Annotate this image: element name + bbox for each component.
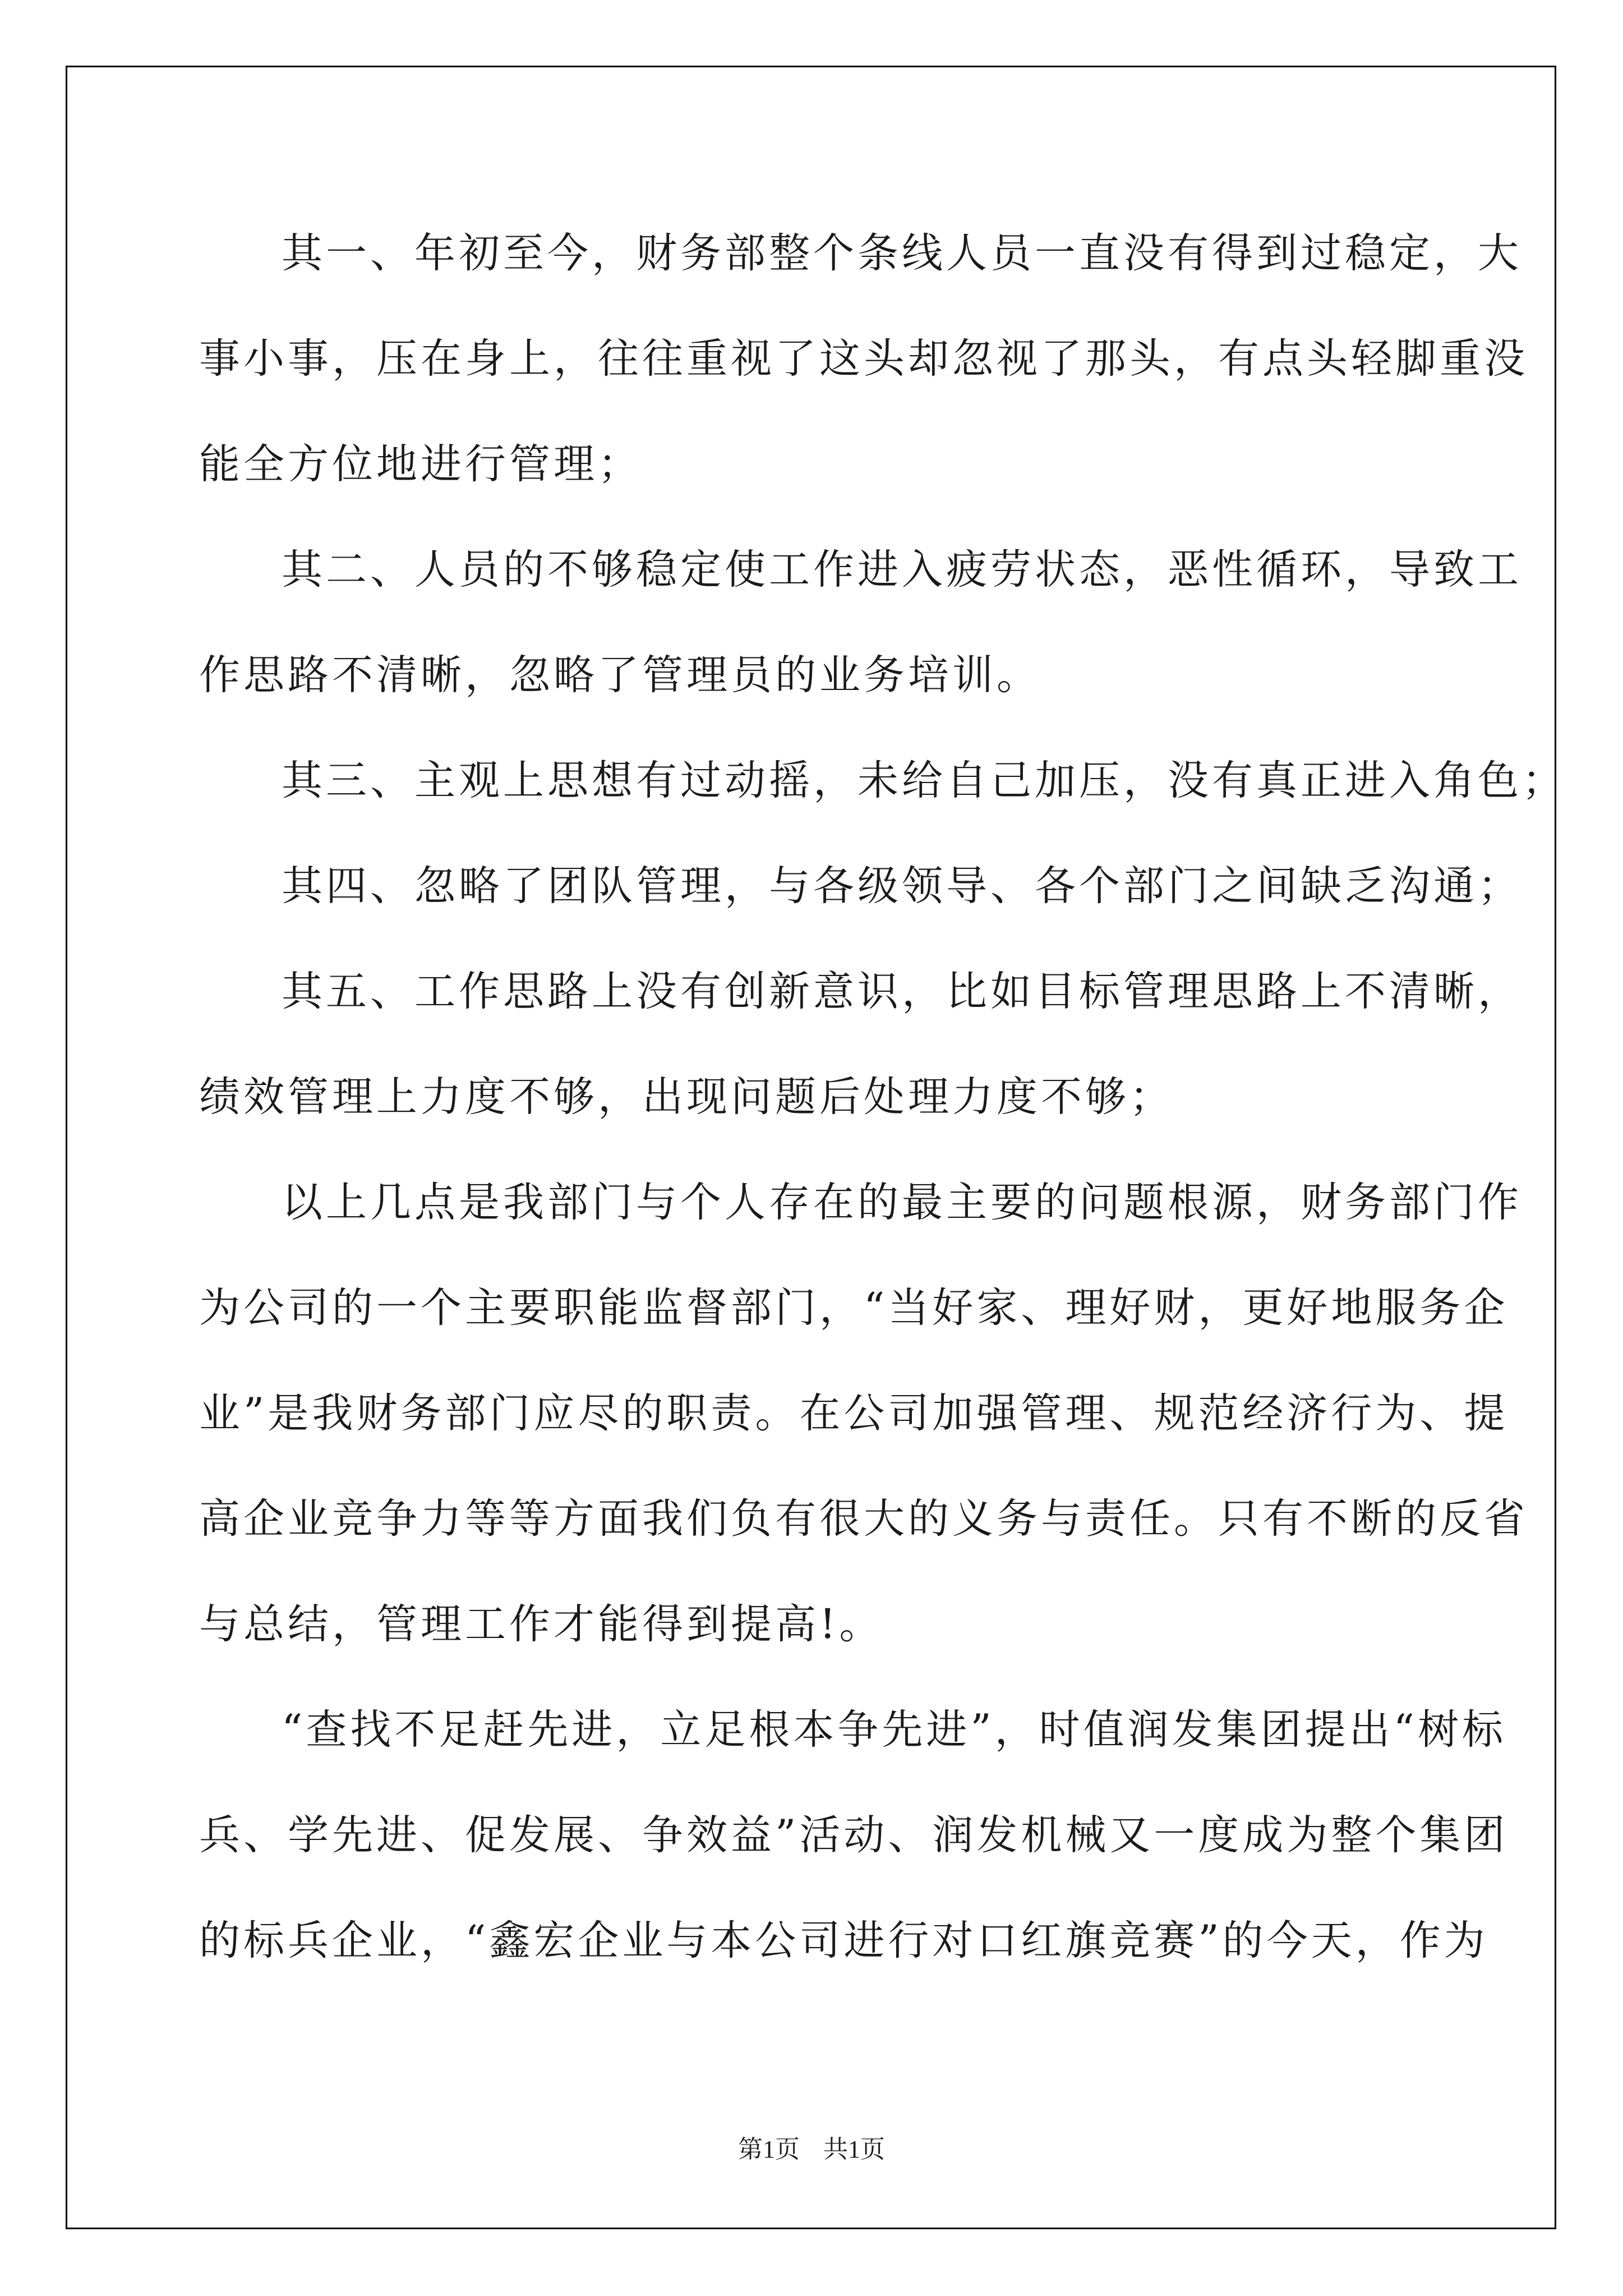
text-line: 高企业竞争力等等方面我们负有很大的义务与责任。只有不断的反省 <box>199 1495 1528 1543</box>
page-footer <box>0 2133 1623 2166</box>
text-line: 兵、学先进、促发展、争效益”活动、润发机械又一度成为整个集团 <box>199 1811 1509 1859</box>
text-line: 其二、人员的不够稳定使工作进入疲劳状态，恶性循环，导致工 <box>282 546 1522 593</box>
text-line: 与总结，管理工作才能得到提高!。 <box>199 1600 884 1648</box>
page-total: 共1页 <box>823 2136 885 2163</box>
text-line: 以上几点是我部门与个人存在的最主要的问题根源，财务部门作 <box>282 1179 1522 1226</box>
text-line: 为公司的一个主要职能监督部门，“当好家、理好财，更好地服务企 <box>199 1284 1509 1332</box>
text-line: 的标兵企业，“鑫宏企业与本公司进行对口红旗竞赛”的今天，作为 <box>199 1917 1488 1964</box>
text-line: “查找不足赶先进，立足根本争先进”，时值润发集团提出“树标 <box>282 1706 1506 1754</box>
page-border <box>66 66 1556 2229</box>
text-line: 其四、忽略了团队管理，与各级领导、各个部门之间缺乏沟通； <box>282 862 1522 910</box>
text-line: 业”是我财务部门应尽的职责。在公司加强管理、规范经济行为、提 <box>199 1389 1509 1437</box>
text-line: 作思路不清晰，忽略了管理员的业务培训。 <box>199 651 1041 699</box>
page-number: 第1页 <box>738 2136 800 2163</box>
text-line: 事小事，压在身上，往往重视了这头却忽视了那头，有点头轻脚重没 <box>199 335 1528 383</box>
text-line: 其一、年初至今，财务部整个条线人员一直没有得到过稳定，大 <box>282 229 1522 277</box>
text-line: 绩效管理上力度不够，出现问题后处理力度不够； <box>199 1073 1174 1121</box>
text-line: 其三、主观上思想有过动摇，未给自己加压，没有真正进入角色； <box>282 757 1566 804</box>
text-line: 其五、工作思路上没有创新意识，比如目标管理思路上不清晰， <box>282 968 1522 1015</box>
text-line: 能全方位地进行管理； <box>199 440 642 488</box>
